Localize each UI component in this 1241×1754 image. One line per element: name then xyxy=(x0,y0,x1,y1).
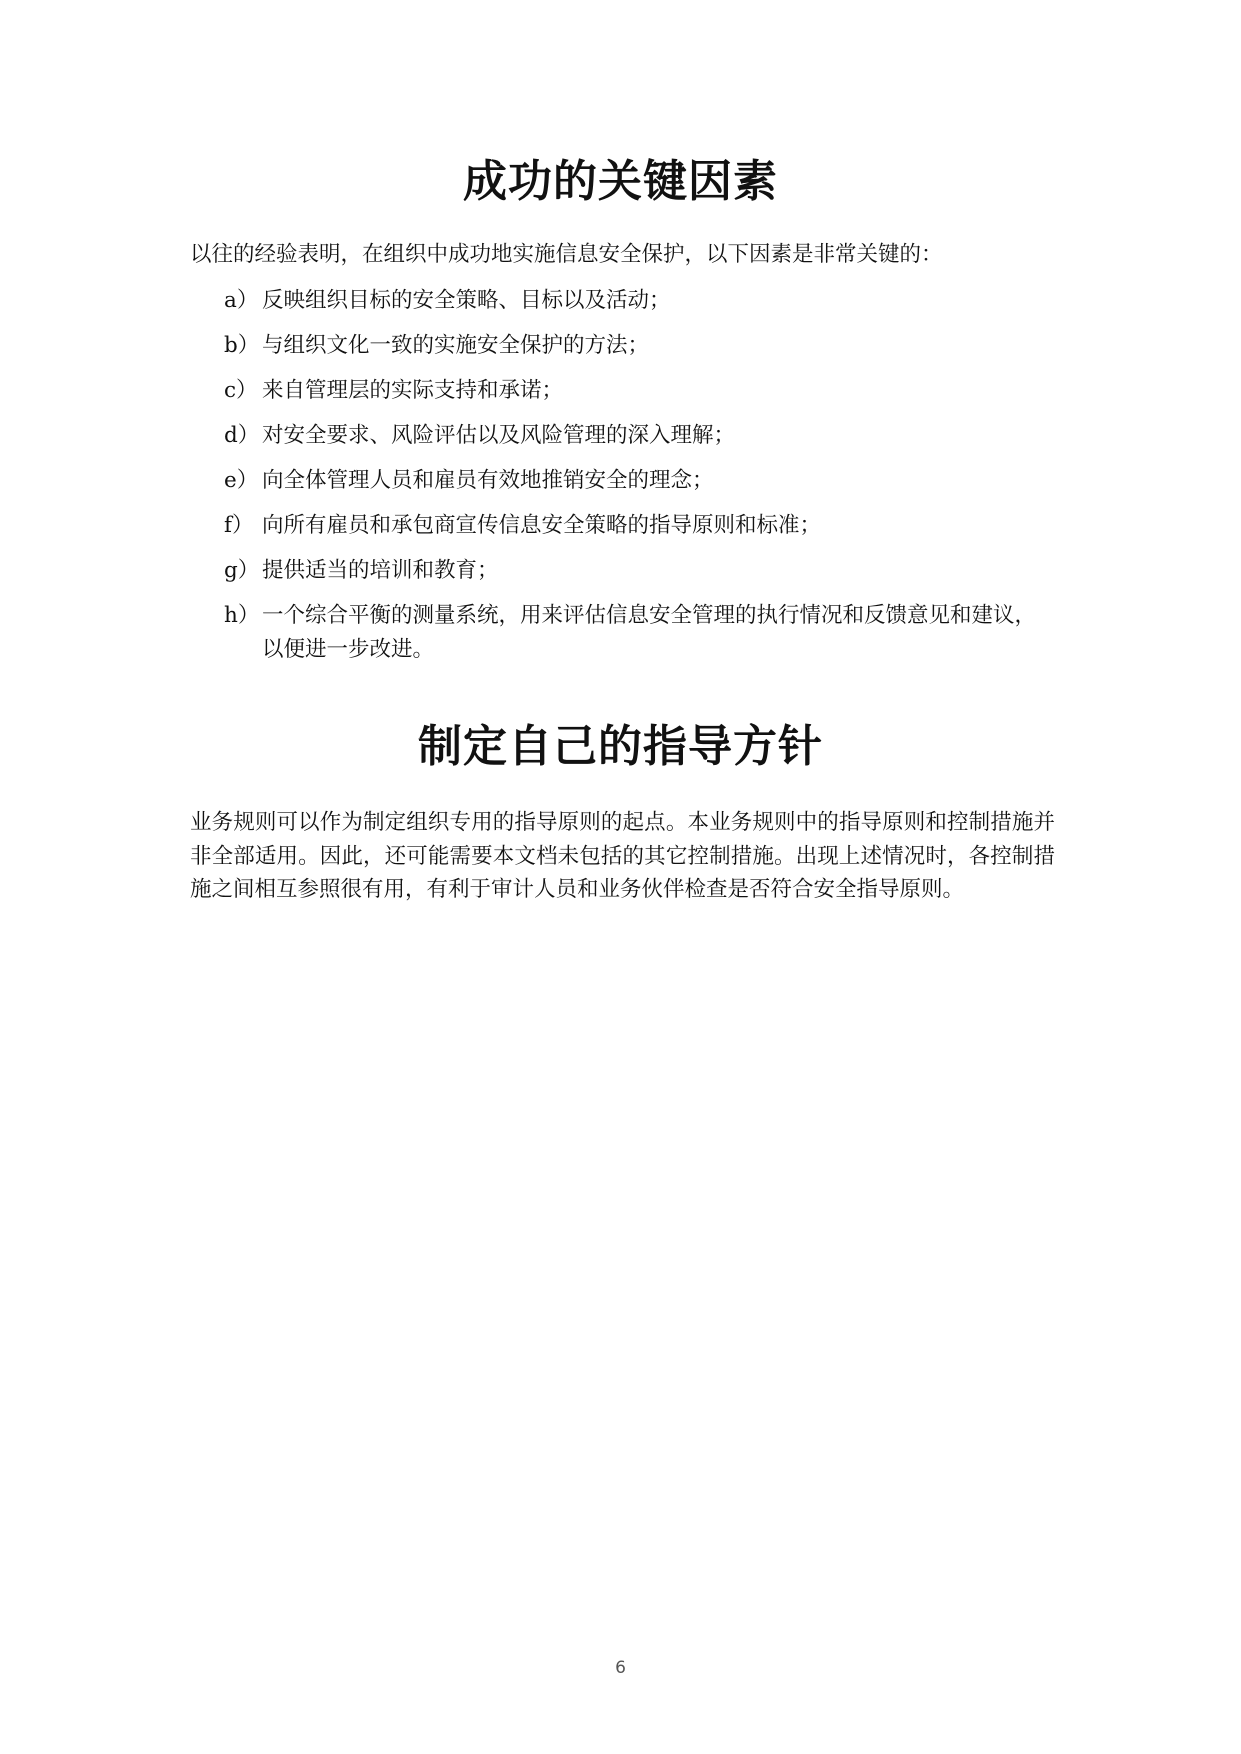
intro-paragraph: 以往的经验表明，在组织中成功地实施信息安全保护，以下因素是非常关键的： xyxy=(190,242,943,267)
list-item-text: 向全体管理人员和雇员有效地推销安全的理念； xyxy=(262,468,714,493)
list-item xyxy=(190,284,1055,318)
list-marker: a） xyxy=(224,288,259,313)
list-item-text: 反映组织目标的安全策略、目标以及活动； xyxy=(262,288,671,313)
section-title-key-success-factors: 成功的关键因素 xyxy=(463,156,778,207)
list-item xyxy=(190,374,1055,408)
page-number: 6 xyxy=(615,1658,626,1678)
list-item xyxy=(190,464,1055,498)
list-item-text: 来自管理层的实际支持和承诺； xyxy=(262,378,564,403)
section-title-own-guidelines: 制定自己的指导方针 xyxy=(418,721,823,772)
list-item-text: 一个综合平衡的测量系统，用来评估信息安全管理的执行情况和反馈意见和建议，以便进一步改进。 xyxy=(262,603,1037,662)
list-item xyxy=(190,554,1055,588)
list-marker: h） xyxy=(224,603,260,628)
list-marker: b） xyxy=(224,333,260,358)
list-marker: f） xyxy=(224,513,254,538)
list-marker: c） xyxy=(224,378,258,403)
list-marker: e） xyxy=(224,468,259,493)
list-marker: g） xyxy=(224,558,260,583)
list-item-text: 提供适当的培训和教育； xyxy=(262,558,499,583)
list-item-text: 向所有雇员和承包商宣传信息安全策略的指导原则和标准； xyxy=(262,513,822,538)
list-item-text: 与组织文化一致的实施安全保护的方法； xyxy=(262,333,650,358)
list-item xyxy=(190,329,1055,363)
list-item xyxy=(190,509,1055,543)
success-factors-list xyxy=(190,284,1055,678)
list-marker: d） xyxy=(224,423,260,448)
guidelines-paragraph: 业务规则可以作为制定组织专用的指导原则的起点。本业务规则中的指导原则和控制措施并非全部适用。因此，还可能需要本文档未包括的其它控制措施。出现上述情况时，各控制措施之间相互参照很有用，有利于审计人员和业务伙伴检查是否符合安全指导原则。 xyxy=(190,810,1055,902)
list-item-text: 对安全要求、风险评估以及风险管理的深入理解； xyxy=(262,423,736,448)
list-item xyxy=(190,599,1055,666)
list-item xyxy=(190,419,1055,453)
